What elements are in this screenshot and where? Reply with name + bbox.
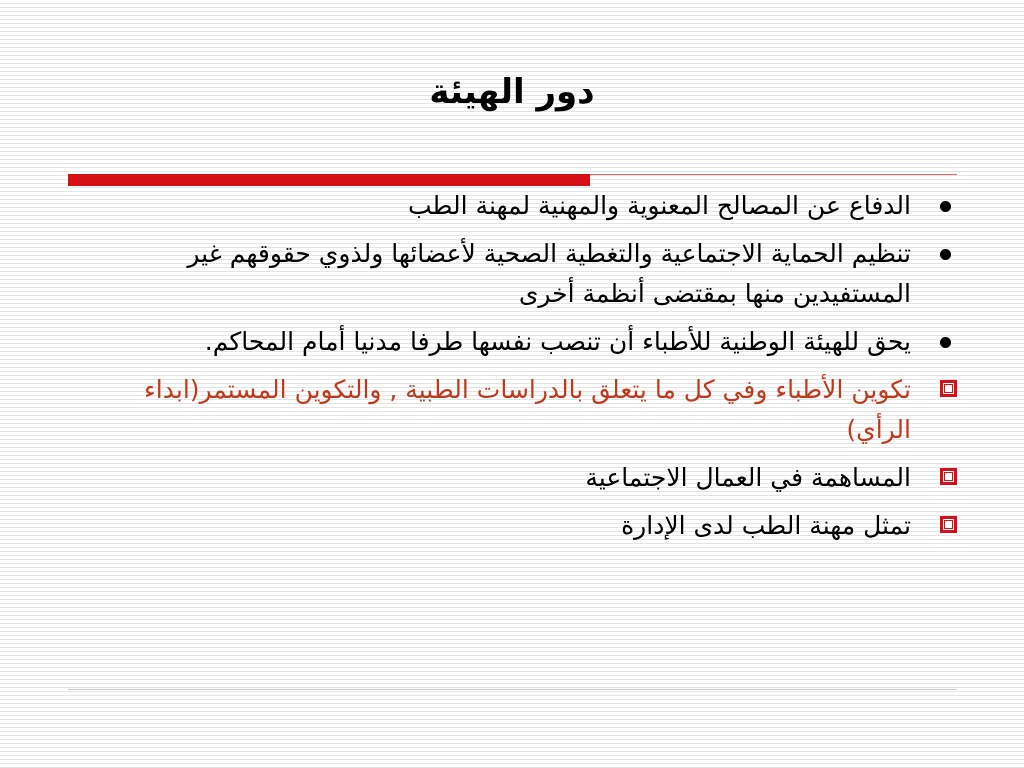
footer-divider-line (68, 689, 957, 690)
list-item-text: يحق للهيئة الوطنية للأطباء أن تنصب نفسها طرفا مدنيا أمام المحاكم. (204, 327, 911, 356)
list-item (80, 370, 963, 450)
title-divider-line (590, 174, 957, 175)
bullet-square-icon (940, 380, 957, 397)
list-item-text: تكوين الأطباء وفي كل ما يتعلق بالدراسات الطبية , والتكوين المستمر(ابداء الرأي) (144, 375, 911, 444)
bullet-list (80, 186, 963, 554)
list-item-text: المساهمة في العمال الاجتماعية (585, 463, 911, 492)
bullet-dot-icon (940, 337, 951, 348)
bullet-square-icon (940, 468, 957, 485)
list-item (80, 322, 963, 362)
bullet-dot-icon (940, 249, 951, 260)
list-item (80, 458, 963, 498)
bullet-square-icon (940, 516, 957, 533)
list-item (80, 186, 963, 226)
slide-title: دور الهيئة (429, 72, 595, 112)
bullet-dot-icon (940, 201, 951, 212)
list-item-text: تنظيم الحماية الاجتماعية والتغطية الصحية لأعضائها ولذوي حقوقهم غير المستفيدين منها بمقتضى أنظمة أخرى (187, 239, 911, 308)
list-item (80, 234, 963, 314)
list-item (80, 506, 963, 546)
list-item-text: تمثل مهنة الطب لدى الإدارة (621, 511, 911, 540)
title-divider-accent (68, 174, 590, 186)
list-item-text: الدفاع عن المصالح المعنوية والمهنية لمهنة الطب (407, 191, 911, 220)
